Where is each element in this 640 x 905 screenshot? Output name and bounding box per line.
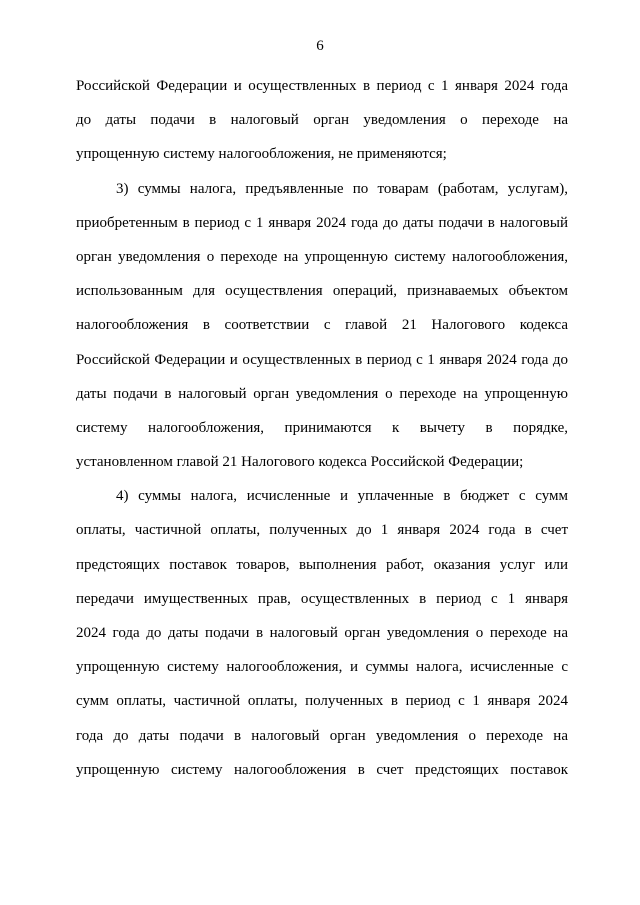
text-line: года до даты подачи в налоговый орган уведомления о переходе на [76, 727, 568, 744]
text-line: предстоящих поставок товаров, выполнения работ, оказания услуг или [76, 556, 568, 573]
paragraph-4-first-line: 4) суммы налога, исчисленные и уплаченные в бюджет с сумм [116, 488, 568, 505]
text-line: 2024 года до даты подачи в налоговый орган уведомления о переходе на [76, 625, 568, 641]
text-line: установленном главой 21 Налогового кодекса Российской Федерации; [76, 454, 524, 471]
text-line: приобретенным в период с 1 января 2024 года до даты подачи в налоговый [76, 214, 568, 231]
text-line: до даты подачи в налоговый орган уведомления о переходе на [76, 112, 568, 129]
text-line: Российской Федерации и осуществленных в период с 1 января 2024 года до [76, 351, 568, 368]
text-line: орган уведомления о переходе на упрощенную систему налогообложения, [76, 248, 568, 265]
paragraph-3-first-line: 3) суммы налога, предъявленные по товарам (работам, услугам), [116, 180, 568, 197]
text-line: сумм оплаты, частичной оплаты, полученных в период с 1 января 2024 [76, 693, 568, 710]
page-number: 6 [316, 38, 324, 54]
text-line: Российской Федерации и осуществленных в период с 1 января 2024 года [76, 78, 568, 94]
text-line: систему налогообложения, принимаются к вычету в порядке, [76, 419, 568, 436]
text-line: упрощенную систему налогообложения в счет предстоящих поставок [76, 761, 568, 778]
text-line: упрощенную систему налогообложения, и суммы налога, исчисленные с [76, 659, 568, 676]
text-line: использованным для осуществления операций, признаваемых объектом [76, 283, 568, 300]
text-line: упрощенную систему налогообложения, не применяются; [76, 146, 447, 163]
text-line: налогообложения в соответствии с главой 21 Налогового кодекса [76, 317, 568, 334]
document-body [76, 76, 568, 794]
text-line: оплаты, частичной оплаты, полученных до 1 января 2024 года в счет [76, 522, 568, 539]
text-line: даты подачи в налоговый орган уведомления о переходе на упрощенную [76, 385, 568, 402]
text-line: передачи имущественных прав, осуществленных в период с 1 января [76, 590, 568, 607]
